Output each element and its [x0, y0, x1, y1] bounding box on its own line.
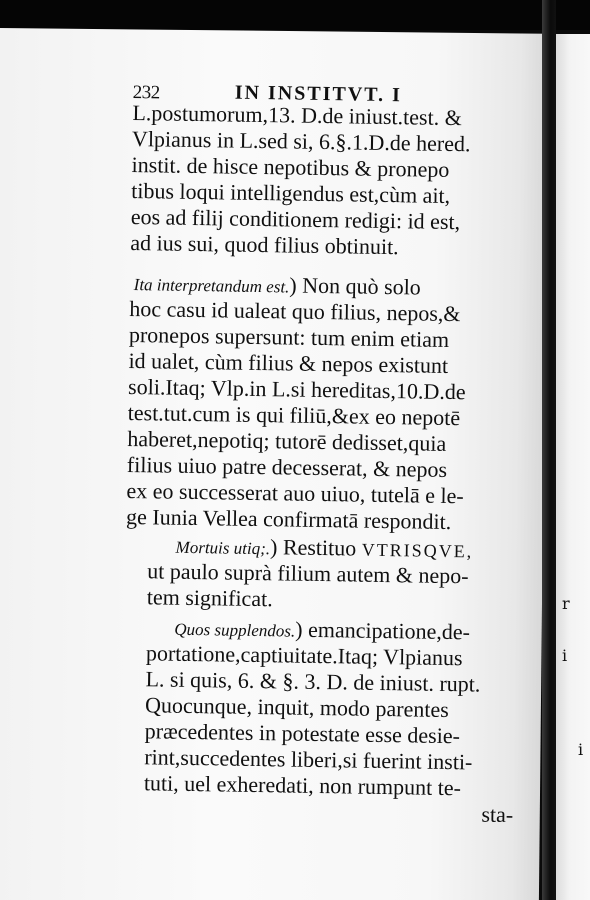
text-line: ad ius sui, quod filius obtinuit.	[130, 229, 399, 260]
text-line: portatione,captiuitate.Itaq; Vlpianus	[145, 640, 463, 671]
text-line: filius uiuo patre decesserat, & nepos	[126, 451, 448, 482]
lemma: Quos supplendos.	[174, 619, 296, 641]
text-line: ge Iunia Vellea confirmatā respondit.	[125, 503, 452, 535]
text-line: L.postumorum,13. D.de iniust.test. &	[132, 99, 463, 131]
text-line: id ualet, cùm filius & nepos existunt	[128, 347, 449, 378]
text-line: haberet,nepotiq; tutorē dedisset,quia	[127, 425, 447, 456]
text-line: L. si quis, 6. & §. 3. D. de iniust. rupt.	[145, 666, 481, 697]
right-page-mark: r	[562, 594, 570, 613]
text-line: tibus loqui intelligendus est,cùm ait,	[131, 177, 451, 208]
running-head: IN INSTITVT. I	[234, 81, 403, 107]
text-line: test.tut.cum is qui filiū,&ex eo nepotē	[127, 399, 461, 431]
text-fragment: ) Restituo	[269, 534, 362, 561]
text-line: tuti, uel exheredati, non rumpunt te-	[143, 770, 462, 801]
text-line: instit. de hisce nepotibus & pronepo	[131, 151, 450, 182]
text-line: tem significat.	[146, 584, 273, 612]
book-gutter	[542, 0, 556, 900]
text-line: præcedentes in potestate esse desie-	[144, 718, 461, 749]
text-line: rint,succedentes liberi,si fuerint insti-	[144, 744, 473, 775]
text-line: soli.Itaq; Vlp.in L.si hereditas,10.D.de	[127, 373, 466, 405]
page-number: 232	[132, 81, 160, 104]
lemma: Mortuis utiq;.	[175, 537, 271, 559]
lemma: Ita interpretandum est.	[133, 275, 290, 297]
text-fragment: ) Non quò solo	[289, 272, 421, 300]
right-page-mark: i	[562, 646, 568, 665]
text-line: ex eo successerat auo uiuo, tutelā e le-	[126, 477, 464, 509]
right-page-mark: i	[578, 740, 584, 759]
text-line: pronepos supersunt: tum enim etiam	[128, 321, 450, 352]
text-line: hoc casu id ualeat quo filius, nepos,&	[129, 295, 461, 327]
catchword: sta-	[481, 801, 514, 828]
right-page-edge	[556, 34, 590, 900]
small-caps-word: VTRISQVE,	[361, 539, 474, 562]
text-line: Quocunque, inquit, modo parentes	[144, 692, 449, 723]
text-fragment: ) emancipatione,de-	[295, 616, 471, 645]
scan-top-border	[0, 0, 590, 30]
text-line: ut paulo suprà filium autem & nepo-	[147, 558, 469, 589]
text-line: Vlpianus in L.sed si, 6.§.1.D.de hered.	[131, 125, 471, 157]
text-line: eos ad filij conditionem redigi: id est,	[130, 203, 461, 235]
